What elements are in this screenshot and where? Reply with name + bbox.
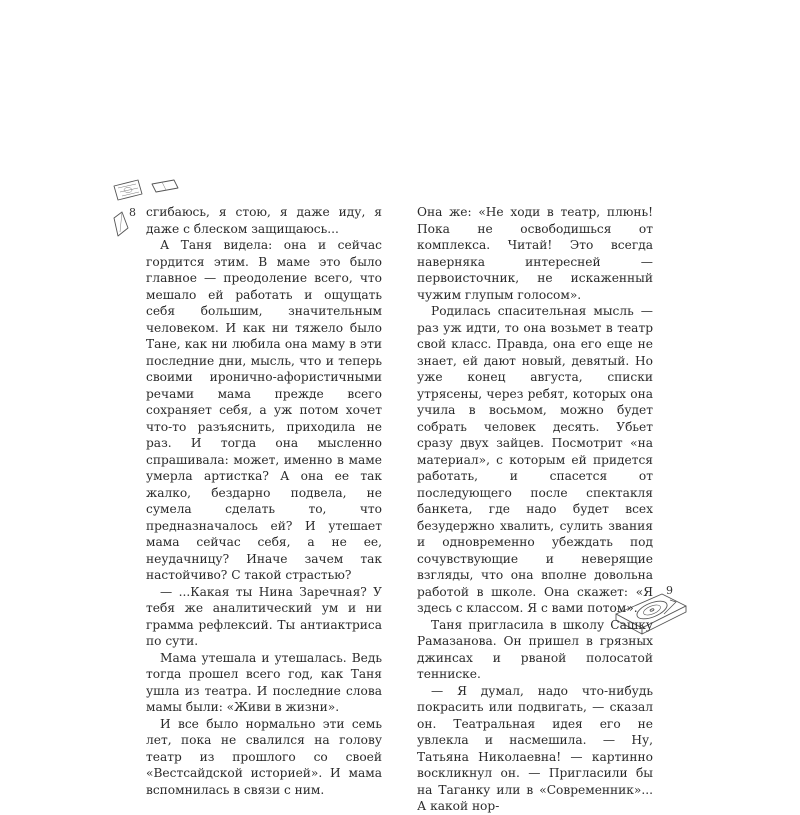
paragraph: Таня пригласила в школу Сашку Рамазанова. Он пришел в грязных джинсах и рваной полосатой тенниске. xyxy=(417,617,653,681)
page-number-right: 9 xyxy=(666,584,673,597)
paragraph: А Таня видела: она и сейчас гордится этим. В маме это было главное — преодоление всего, что мешало ей работать и ощущать себя большим, значительным человеком. И как ни тяжело было Тане, как ни любила она маму в эти последние дни, мысль, что и теперь своими иронично-афористичными речами мама прежде всего сохраняет себя, а уж потом хочет что-то разъяснить, приходила не раз. И тогда она мысленно спрашивала: может, именно в маме умерла артистка? А она ее так жалко, бездарно подвела, не сумела сделать то, что предназначалось ей? И утешает мама сейчас себя, а не ее, неудачницу? Иначе зачем так настойчиво? С такой страстью? xyxy=(146,238,382,582)
paragraph: Родилась спасительная мысль — раз уж идти, то она возьмет в театр свой класс. Правда, она его еще не знает, ей дают новый, девятый. Но уже конец августа, списки утрясены, через ребят, которых она учила в восьмом, можно будет собрать человек десять. Убьет сразу двух зайцев. Посмотрит «на материал», с которым ей придется работать, и спасется от последующего после спектакля банкета, где надо будет всех безудержно хвалить, сулить звания и одновременно убеждать под сочувствующие и неверящие взгляды, что она вполне довольна работой в школе. Она скажет: «Я здесь с классом. Я с вами потом». xyxy=(417,304,653,615)
paragraph: сгибаюсь, я стою, я даже иду, я даже с блеском защищаюсь... xyxy=(146,205,382,236)
paragraph: И все было нормально эти семь лет, пока не свалился на голову театр из прошлого со своей «Вестсайдской историей». И мама вспомнилась в связи с ним. xyxy=(146,716,382,797)
paragraph: Она же: «Не ходи в театр, плюнь! Пока не освободишься от комплекса. Читай! Это всегда наверняка интересней — первоисточник, не искаженный чужим глупым голосом». xyxy=(417,205,653,302)
paragraph: — Я думал, надо что-нибудь покрасить или подвигать, — сказал он. Театральная идея его не увлекла и насмешила. — Ну, Татьяна Николаевна! — картинно воскликнул он. — Пригласили бы на Таганку или в «Современник»... А какой нор- xyxy=(417,683,653,813)
left-page-text xyxy=(146,204,382,798)
right-page-text xyxy=(417,204,653,815)
paragraph: — ...Какая ты Нина Заречная? У тебя же аналитический ум и ни грамма рефлексий. Ты антиактриса по сути. xyxy=(146,584,382,648)
paragraph: Мама утешала и утешалась. Ведь тогда прошел всего год, как Таня ушла из театра. И последние слова мамы были: «Живи в жизни». xyxy=(146,650,382,714)
page-number-left: 8 xyxy=(129,206,136,219)
